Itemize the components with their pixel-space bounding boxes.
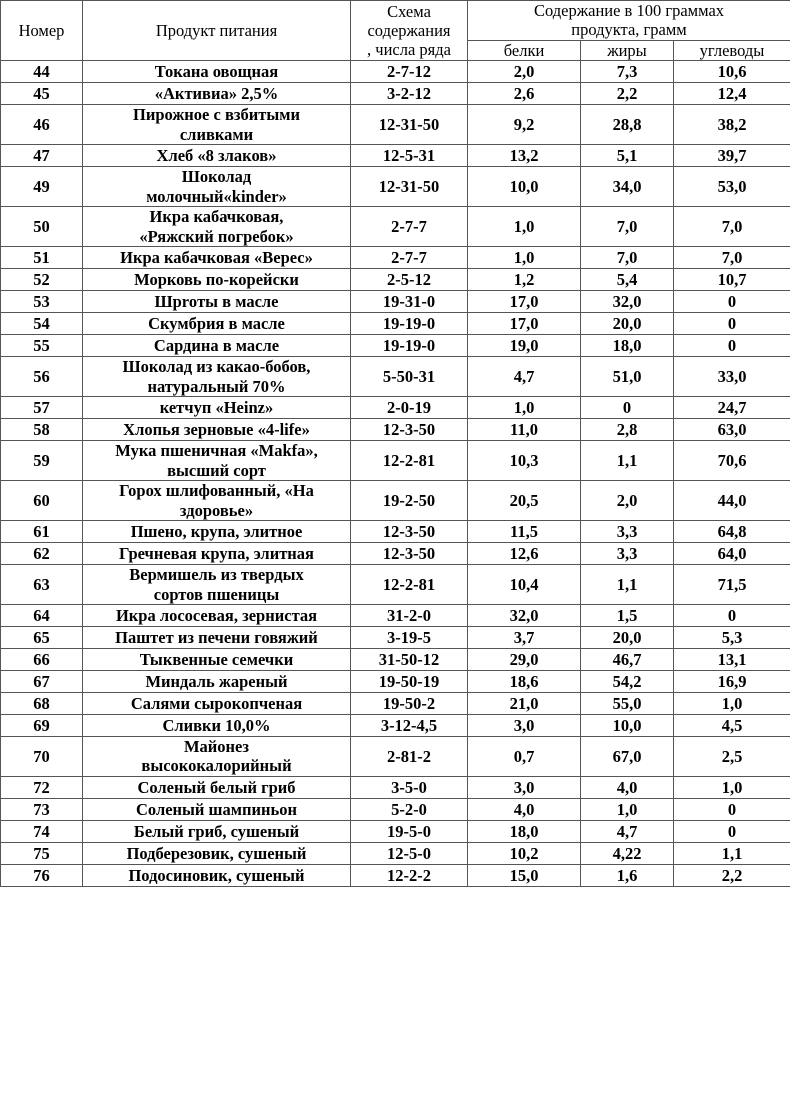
cell-fats: 54,2 [581,670,674,692]
column-header-fats: жиры [581,40,674,60]
cell-number: 57 [1,397,83,419]
column-header-content-group [468,1,790,41]
product-line-1: «Активиа» 2,5% [154,84,279,104]
product-line-2: натуральный 70% [147,376,286,396]
table-row [1,692,790,714]
product-line-1: Паштет из печени говяжий [115,627,318,647]
cell-fats: 1,6 [581,864,674,886]
cell-fats: 5,1 [581,145,674,167]
content-header-line-1: Содержание в 100 граммах [533,1,725,20]
product-line-1: Скумбрия в масле [148,313,285,333]
cell-proteins: 18,6 [468,670,581,692]
cell-fats: 1,5 [581,604,674,626]
table-row [1,441,790,481]
cell-fats: 10,0 [581,714,674,736]
table-row [1,167,790,207]
table-row [1,776,790,798]
table-row [1,543,790,565]
product-line-1: Хлопья зерновые «4-life» [123,419,310,439]
cell-carbs: 4,5 [674,714,790,736]
cell-carbs: 39,7 [674,145,790,167]
table-row [1,145,790,167]
product-line-1: Шproты в масле [154,291,279,311]
cell-carbs: 0 [674,820,790,842]
cell-proteins: 2,6 [468,83,581,105]
cell-scheme: 12-2-81 [351,565,468,605]
cell-proteins: 3,7 [468,626,581,648]
cell-proteins: 10,0 [468,167,581,207]
cell-scheme: 2-7-12 [351,61,468,83]
table-row [1,335,790,357]
cell-fats: 7,0 [581,247,674,269]
cell-carbs: 10,6 [674,61,790,83]
cell-number: 56 [1,357,83,397]
cell-scheme: 5-50-31 [351,357,468,397]
cell-fats: 32,0 [581,291,674,313]
cell-proteins: 11,5 [468,521,581,543]
table-row [1,798,790,820]
cell-product [83,543,351,565]
table-body [1,61,790,887]
cell-fats: 7,3 [581,61,674,83]
cell-number: 68 [1,692,83,714]
cell-product [83,291,351,313]
product-line-1: Белый гриб, сушеный [133,821,300,841]
table-row [1,820,790,842]
cell-proteins: 17,0 [468,313,581,335]
product-line-1: Морковь по-корейски [134,269,299,289]
cell-fats: 3,3 [581,543,674,565]
product-line-1: Майонез [183,736,250,756]
header-row-primary [1,1,790,41]
cell-number: 62 [1,543,83,565]
scheme-header-line-2: содержания [367,20,451,40]
cell-proteins: 17,0 [468,291,581,313]
cell-product [83,419,351,441]
product-line-1: Пирожное с взбитыми [132,105,300,125]
cell-carbs: 5,3 [674,626,790,648]
cell-product [83,714,351,736]
table-row [1,357,790,397]
cell-proteins: 9,2 [468,105,581,145]
cell-number: 65 [1,626,83,648]
cell-carbs: 10,7 [674,269,790,291]
product-line-1: Миндаль жареный [145,671,288,691]
cell-number: 52 [1,269,83,291]
cell-fats: 2,0 [581,481,674,521]
cell-product [83,397,351,419]
cell-product [83,441,351,481]
cell-scheme: 2-0-19 [351,397,468,419]
cell-number: 49 [1,167,83,207]
cell-proteins: 1,0 [468,247,581,269]
cell-proteins: 10,4 [468,565,581,605]
table-row [1,269,790,291]
cell-carbs: 24,7 [674,397,790,419]
cell-product [83,61,351,83]
cell-fats: 18,0 [581,335,674,357]
product-line-1: Шоколад [181,167,252,187]
cell-carbs: 7,0 [674,207,790,247]
table-row [1,61,790,83]
cell-scheme: 12-31-50 [351,105,468,145]
cell-fats: 1,1 [581,565,674,605]
cell-carbs: 2,5 [674,736,790,776]
cell-number: 54 [1,313,83,335]
cell-scheme: 3-12-4,5 [351,714,468,736]
cell-number: 53 [1,291,83,313]
column-header-carbs: углеводы [674,40,790,60]
cell-number: 59 [1,441,83,481]
column-header-product: Продукт питания [83,1,351,61]
product-line-1: Сливки 10,0% [162,715,271,735]
cell-scheme: 19-5-0 [351,820,468,842]
cell-number: 55 [1,335,83,357]
cell-scheme: 19-50-2 [351,692,468,714]
table-row [1,864,790,886]
product-line-2: сортов пшеницы [153,584,280,604]
cell-product [83,842,351,864]
cell-scheme: 12-5-0 [351,842,468,864]
cell-proteins: 10,3 [468,441,581,481]
cell-scheme: 31-50-12 [351,648,468,670]
table-row [1,207,790,247]
product-line-1: Соленый шампиньон [136,799,297,819]
cell-proteins: 32,0 [468,604,581,626]
cell-scheme: 2-7-7 [351,207,468,247]
cell-proteins: 12,6 [468,543,581,565]
cell-product [83,736,351,776]
cell-carbs: 63,0 [674,419,790,441]
cell-carbs: 1,0 [674,776,790,798]
column-header-number: Номер [1,1,83,61]
cell-carbs: 0 [674,335,790,357]
cell-scheme: 12-3-50 [351,419,468,441]
cell-scheme: 3-19-5 [351,626,468,648]
cell-product [83,207,351,247]
cell-carbs: 7,0 [674,247,790,269]
product-line-1: Пшено, крупа, элитное [130,521,303,541]
cell-number: 67 [1,670,83,692]
cell-product [83,313,351,335]
cell-number: 73 [1,798,83,820]
cell-fats: 5,4 [581,269,674,291]
cell-proteins: 19,0 [468,335,581,357]
cell-fats: 55,0 [581,692,674,714]
cell-fats: 4,0 [581,776,674,798]
cell-product [83,335,351,357]
table-row [1,648,790,670]
cell-scheme: 19-19-0 [351,313,468,335]
cell-proteins: 3,0 [468,714,581,736]
cell-scheme: 12-3-50 [351,521,468,543]
cell-fats: 46,7 [581,648,674,670]
cell-scheme: 19-50-19 [351,670,468,692]
cell-number: 70 [1,736,83,776]
cell-fats: 4,7 [581,820,674,842]
cell-carbs: 0 [674,604,790,626]
column-header-scheme [351,1,468,61]
product-line-2: «Ряжский погребок» [139,226,294,246]
cell-fats: 34,0 [581,167,674,207]
cell-number: 76 [1,864,83,886]
table-row [1,521,790,543]
cell-proteins: 13,2 [468,145,581,167]
cell-proteins: 1,0 [468,207,581,247]
cell-proteins: 29,0 [468,648,581,670]
cell-number: 45 [1,83,83,105]
cell-carbs: 16,9 [674,670,790,692]
cell-product [83,692,351,714]
product-line-2: здоровье» [179,500,254,520]
cell-scheme: 3-5-0 [351,776,468,798]
product-line-1: Салями сырокопченая [130,693,303,713]
cell-proteins: 3,0 [468,776,581,798]
table-row [1,291,790,313]
table-row [1,604,790,626]
cell-product [83,626,351,648]
cell-number: 44 [1,61,83,83]
cell-fats: 28,8 [581,105,674,145]
cell-carbs: 2,2 [674,864,790,886]
cell-proteins: 18,0 [468,820,581,842]
product-line-1: Сардина в масле [153,335,280,355]
cell-scheme: 12-5-31 [351,145,468,167]
cell-proteins: 11,0 [468,419,581,441]
product-line-1: Икра кабачковая «Верес» [120,247,313,267]
cell-number: 47 [1,145,83,167]
cell-proteins: 15,0 [468,864,581,886]
cell-scheme: 3-2-12 [351,83,468,105]
cell-number: 69 [1,714,83,736]
cell-product [83,604,351,626]
cell-number: 75 [1,842,83,864]
product-line-1: Гречневая крупа, элитная [118,543,314,563]
cell-carbs: 1,0 [674,692,790,714]
product-line-1: кетчуп «Heinz» [159,397,274,417]
cell-carbs: 0 [674,291,790,313]
table-row [1,419,790,441]
product-line-1: Тыквенные семечки [139,649,294,669]
cell-proteins: 0,7 [468,736,581,776]
table-row [1,397,790,419]
cell-scheme: 31-2-0 [351,604,468,626]
cell-scheme: 19-19-0 [351,335,468,357]
scheme-header-line-3: , числа ряда [367,40,451,60]
cell-scheme: 12-31-50 [351,167,468,207]
product-line-2: высококалорийный [141,756,292,776]
cell-proteins: 4,7 [468,357,581,397]
cell-scheme: 2-7-7 [351,247,468,269]
cell-scheme: 12-3-50 [351,543,468,565]
cell-fats: 2,8 [581,419,674,441]
table-row [1,714,790,736]
cell-scheme: 2-5-12 [351,269,468,291]
cell-number: 66 [1,648,83,670]
product-line-1: Токана овощная [154,62,279,82]
cell-product [83,167,351,207]
cell-carbs: 44,0 [674,481,790,521]
cell-proteins: 10,2 [468,842,581,864]
cell-product [83,798,351,820]
cell-product [83,565,351,605]
cell-scheme: 5-2-0 [351,798,468,820]
product-line-1: Хлеб «8 злаков» [156,146,277,166]
table-row [1,105,790,145]
cell-product [83,481,351,521]
cell-proteins: 21,0 [468,692,581,714]
cell-proteins: 1,0 [468,397,581,419]
cell-scheme: 12-2-81 [351,441,468,481]
product-line-1: Вермишель из твердых [129,565,304,585]
product-line-1: Икра лососевая, зернистая [115,605,318,625]
cell-fats: 1,0 [581,798,674,820]
product-line-1: Соленый белый гриб [137,777,296,797]
cell-number: 64 [1,604,83,626]
cell-carbs: 38,2 [674,105,790,145]
cell-fats: 3,3 [581,521,674,543]
cell-product [83,820,351,842]
cell-carbs: 33,0 [674,357,790,397]
cell-carbs: 0 [674,313,790,335]
product-line-1: Икра кабачковая, [149,207,284,227]
cell-product [83,247,351,269]
cell-fats: 0 [581,397,674,419]
table-row [1,670,790,692]
product-line-2: сливками [179,124,254,144]
cell-fats: 20,0 [581,626,674,648]
cell-carbs: 13,1 [674,648,790,670]
product-line-2: высший сорт [167,460,266,480]
table-row [1,842,790,864]
cell-scheme: 19-31-0 [351,291,468,313]
table-row [1,565,790,605]
table-row [1,736,790,776]
cell-fats: 7,0 [581,207,674,247]
cell-proteins: 4,0 [468,798,581,820]
cell-product [83,105,351,145]
cell-fats: 67,0 [581,736,674,776]
cell-product [83,357,351,397]
product-line-1: Шоколад из какао-бобов, [122,357,311,377]
table-row [1,313,790,335]
cell-product [83,670,351,692]
cell-proteins: 20,5 [468,481,581,521]
cell-fats: 1,1 [581,441,674,481]
cell-carbs: 53,0 [674,167,790,207]
cell-number: 58 [1,419,83,441]
cell-number: 51 [1,247,83,269]
cell-proteins: 2,0 [468,61,581,83]
product-line-2: молочный«kinder» [146,186,287,206]
cell-fats: 51,0 [581,357,674,397]
cell-carbs: 70,6 [674,441,790,481]
cell-product [83,648,351,670]
cell-product [83,269,351,291]
cell-product [83,521,351,543]
cell-number: 60 [1,481,83,521]
cell-fats: 4,22 [581,842,674,864]
product-line-1: Мука пшеничная «Makfa», [115,441,318,461]
cell-scheme: 12-2-2 [351,864,468,886]
table-row [1,247,790,269]
cell-carbs: 64,0 [674,543,790,565]
cell-number: 63 [1,565,83,605]
cell-fats: 20,0 [581,313,674,335]
cell-number: 61 [1,521,83,543]
cell-proteins: 1,2 [468,269,581,291]
column-header-proteins: белки [468,40,581,60]
table-row [1,481,790,521]
cell-number: 72 [1,776,83,798]
cell-number: 50 [1,207,83,247]
table-row [1,83,790,105]
cell-carbs: 64,8 [674,521,790,543]
scheme-header-line-1: Схема [387,1,431,21]
product-line-1: Подберезовик, сушеный [126,843,307,863]
cell-scheme: 19-2-50 [351,481,468,521]
product-line-1: Подосиновик, сушеный [128,865,305,885]
content-header-line-2: продукта, грамм [571,20,687,40]
cell-fats: 2,2 [581,83,674,105]
cell-product [83,83,351,105]
cell-carbs: 0 [674,798,790,820]
table-header [1,1,790,61]
cell-product [83,145,351,167]
cell-number: 46 [1,105,83,145]
cell-carbs: 12,4 [674,83,790,105]
cell-number: 74 [1,820,83,842]
cell-carbs: 1,1 [674,842,790,864]
table-row [1,626,790,648]
cell-scheme: 2-81-2 [351,736,468,776]
product-line-1: Горох шлифованный, «На [119,481,314,501]
cell-product [83,864,351,886]
cell-carbs: 71,5 [674,565,790,605]
cell-product [83,776,351,798]
